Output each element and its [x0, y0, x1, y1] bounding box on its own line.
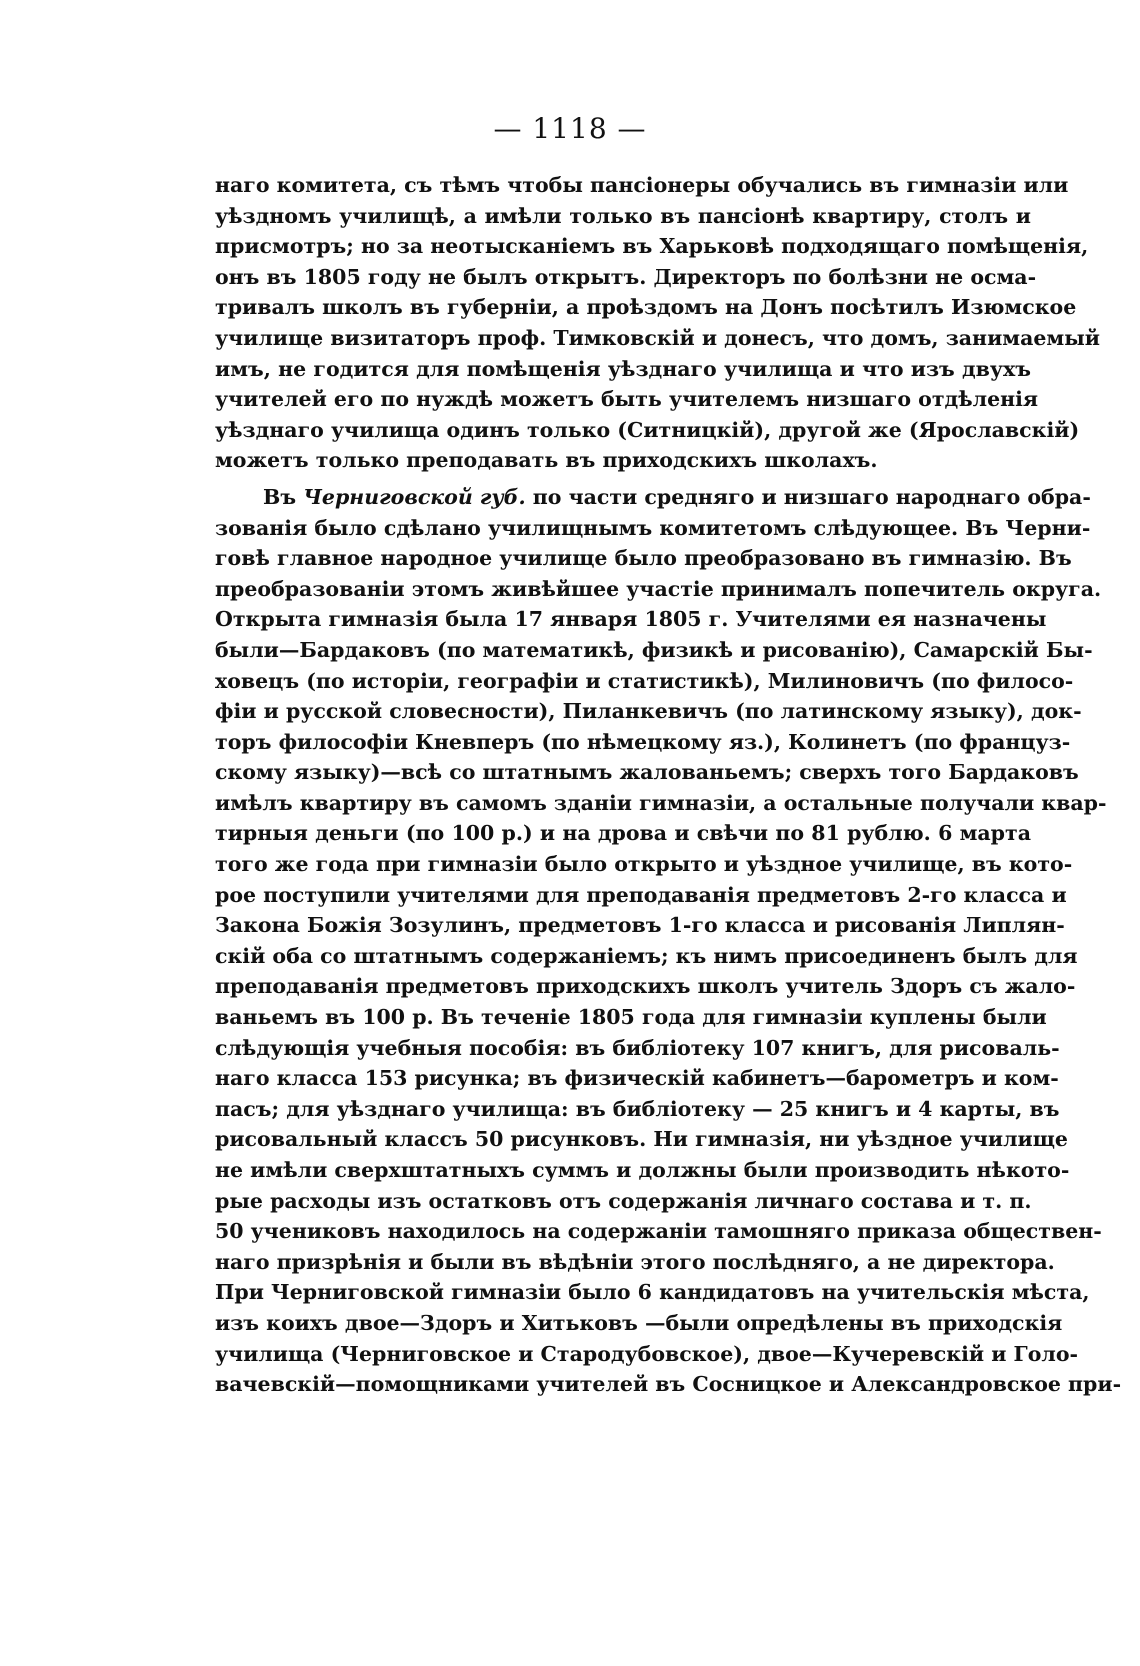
paragraph-1 [215, 170, 1100, 476]
province-name: Черниговской губ. [303, 484, 526, 509]
text-line: имѣлъ квартиру въ самомъ зданіи гимназіи, а остальные получали квар- [215, 790, 1107, 815]
text-line: торъ философіи Кневперъ (по нѣмецкому яз.), Колинетъ (по француз- [215, 729, 1071, 754]
text-line: уѣздномъ училищѣ, а имѣли только въ пансіонѣ квартиру, столъ и [215, 203, 1031, 228]
text-line: скій оба со штатнымъ содержаніемъ; къ нимъ присоединенъ былъ для [215, 943, 1078, 968]
text-line: изъ коихъ двое—Здоръ и Хитьковъ —были опредѣлены въ приходскія [215, 1310, 1063, 1335]
text-line: уѣзднаго училища одинъ только (Ситницкій), другой же (Ярославскій) [215, 417, 1080, 442]
text-line: ховецъ (по исторіи, географіи и статистикѣ), Милиновичъ (по филосо- [215, 668, 1074, 693]
paragraph-2-prefix: Въ [263, 484, 297, 509]
text-line: слѣдующія учебныя пособія: въ библіотеку 107 книгъ, для рисоваль- [215, 1035, 1060, 1060]
paragraph-2 [215, 482, 1122, 1400]
text-line: преобразованіи этомъ живѣйшее участіе принималъ попечитель округа. [215, 576, 1102, 601]
text-line: зованія было сдѣлано училищнымъ комитетомъ слѣдующее. Въ Черни- [215, 515, 1091, 540]
body-text [215, 170, 1122, 1400]
text-line: училище визитаторъ проф. Тимковскій и донесъ, что домъ, занимаемый [215, 325, 1100, 350]
text-line: пасъ; для уѣзднаго училища: въ библіотеку — 25 книгъ и 4 карты, въ [215, 1096, 1060, 1121]
text-line: ваньемъ въ 100 р. Въ теченіе 1805 года для гимназіи куплены были [215, 1005, 1047, 1030]
text-line: можетъ только преподавать въ приходскихъ школахъ. [215, 448, 878, 473]
text-line: При Черниговской гимназіи было 6 кандидатовъ на учительскія мѣста, [215, 1280, 1090, 1305]
text-line: Открыта гимназія была 17 января 1805 г. Учителями ея назначены [215, 607, 1047, 632]
text-line [215, 482, 1091, 513]
text-line: не имѣли сверхштатныхъ суммъ и должны были производить нѣкото- [215, 1158, 1070, 1182]
text-line: наго класса 153 рисунка; въ физическій кабинетъ—барометръ и ком- [215, 1066, 1059, 1091]
text-line: онъ въ 1805 году не былъ открытъ. Директоръ по болѣзни не осма- [215, 264, 1037, 289]
text-line: рисовальный классъ 50 рисунковъ. Ни гимназія, ни уѣздное училище [215, 1127, 1068, 1152]
text-line: скому языку)—всѣ со штатнымъ жалованьемъ; сверхъ того Бардаковъ [215, 760, 1079, 785]
text-line: тирныя деньги (по 100 р.) и на дрова и свѣчи по 81 рублю. 6 марта [215, 821, 1031, 846]
text-line: того же года при гимназіи было открыто и уѣздное училище, въ кото- [215, 852, 1073, 877]
paragraph-2-first-line: по части средняго и низшаго народнаго обра- [532, 484, 1091, 509]
text-line: преподаванія предметовъ приходскихъ школъ учитель Здоръ съ жало- [215, 974, 1076, 999]
text-line: учителей его по нуждѣ можетъ быть учителемъ низшаго отдѣленія [215, 387, 1039, 412]
text-line: говѣ главное народное училище было преобразовано въ гимназію. Въ [215, 546, 1072, 571]
text-line: имъ, не годится для помѣщенія уѣзднаго училища и что изъ двухъ [215, 356, 1031, 381]
text-line: тривалъ школъ въ губерніи, а проѣздомъ на Донъ посѣтилъ Изюмское [215, 295, 1077, 320]
text-line: Закона Божія Зозулинъ, предметовъ 1-го класса и рисованія Липлян- [215, 913, 1065, 938]
text-line: 50 учениковъ находилось на содержаніи тамошняго приказа обществен- [215, 1219, 1102, 1244]
text-line: рое поступили учителями для преподаванія предметовъ 2-го класса и [215, 882, 1067, 907]
page-number-header: — 1118 — [493, 112, 647, 145]
text-line: присмотръ; но за неотысканіемъ въ Харьковѣ подходящаго помѣщенія, [215, 234, 1089, 259]
text-line: рые расходы изъ остатковъ отъ содержанія личнаго состава и т. п. [215, 1188, 1032, 1213]
text-line: были—Бардаковъ (по математикѣ, физикѣ и рисованію), Самарскій Бы- [215, 637, 1093, 662]
text-line: наго комитета, съ тѣмъ чтобы пансіонеры обучались въ гимназіи или [215, 173, 1069, 197]
text-line: фіи и русской словесности), Пиланкевичъ (по латинскому языку), док- [215, 699, 1082, 724]
text-line: вачевскій—помощниками учителей въ Сосницкое и Александровское при- [215, 1372, 1122, 1397]
text-line: наго призрѣнія и были въ вѣдѣніи этого послѣдняго, а не директора. [215, 1249, 1055, 1274]
text-line: училища (Черниговское и Стародубовское), двое—Кучеревскій и Голо- [215, 1341, 1079, 1366]
